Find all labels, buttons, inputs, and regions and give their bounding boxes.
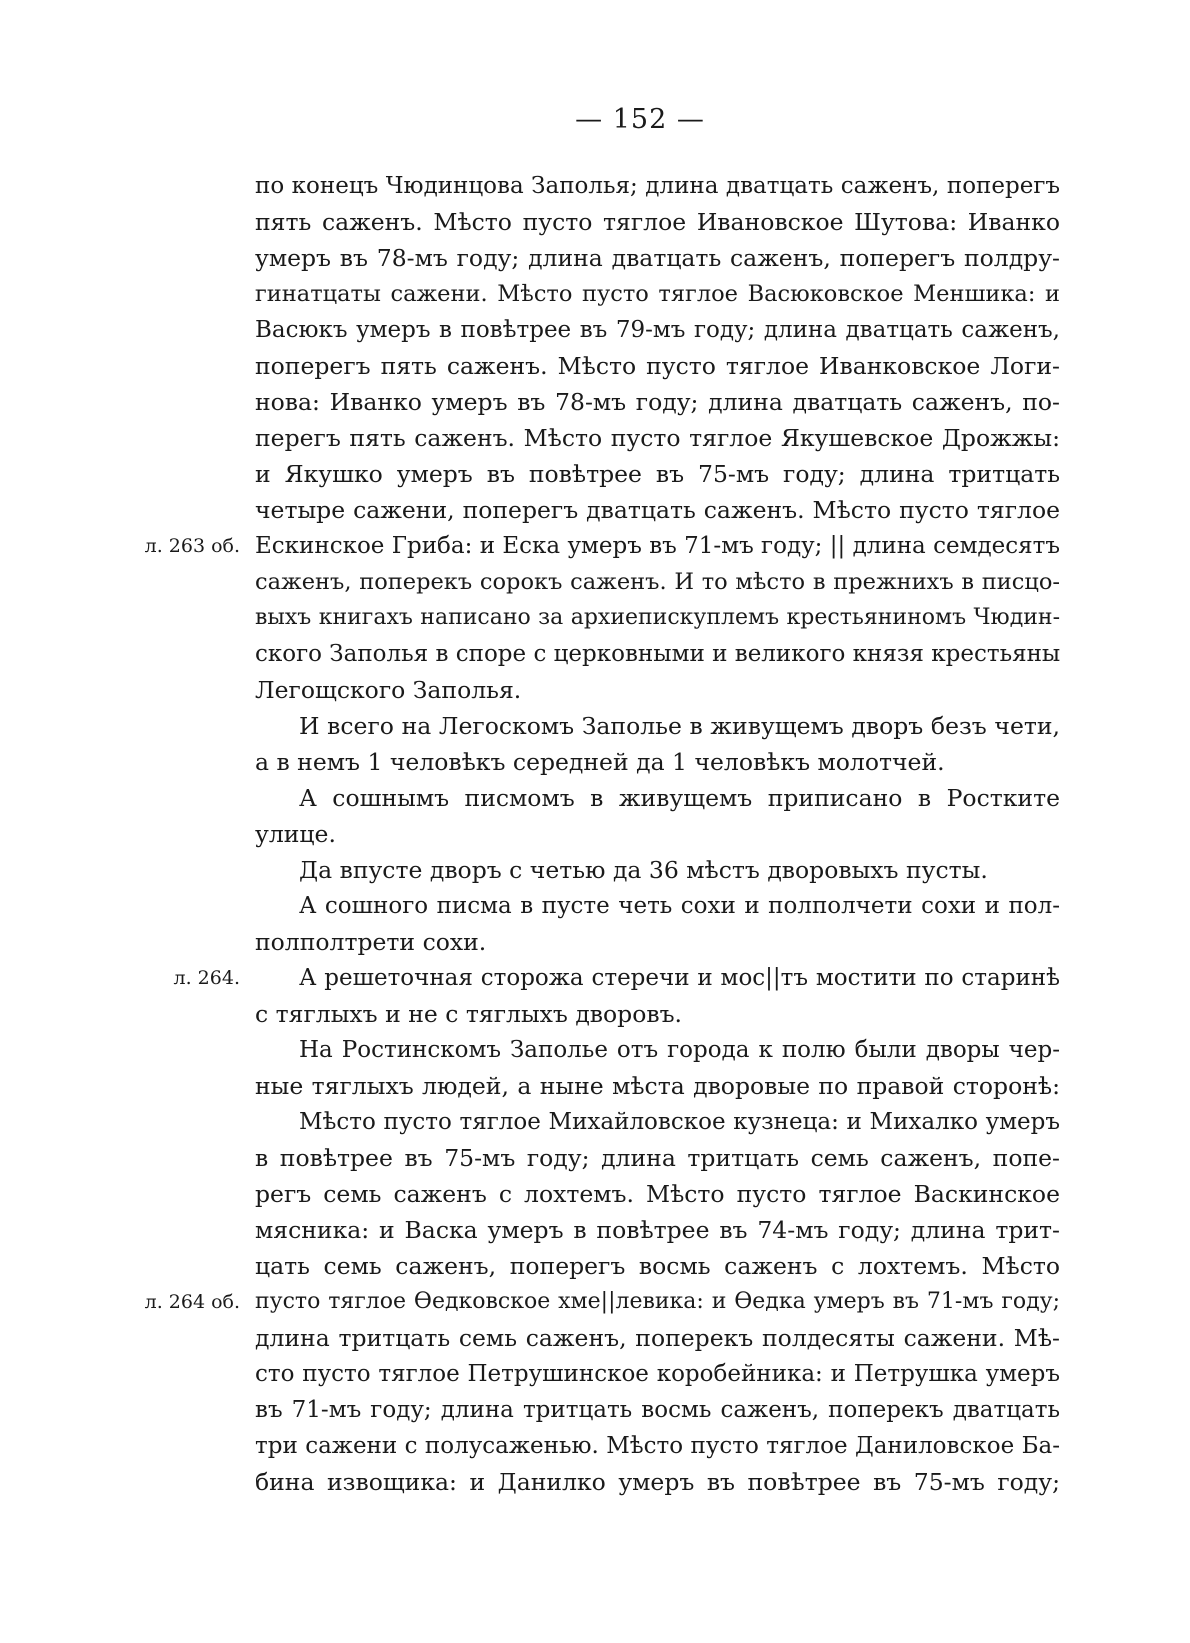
text-line: полполтрети сохи. (255, 928, 487, 956)
text-line: ского Заполья в споре с церковными и великого князя крестьяны (255, 641, 1060, 667)
text-line: мясника: и Васка умеръ в повѣтрее въ 74-мъ году; длина трит- (255, 1216, 1060, 1244)
text-line: пять саженъ. Мѣсто пусто тяглое Ивановское Шутова: Иванко (255, 208, 1060, 236)
text-line: по конецъ Чюдинцова Заполья; длина дватцать саженъ, поперегъ (255, 173, 1060, 199)
text-line: а в немъ 1 человѣкъ середней да 1 человѣкъ молотчей. (255, 748, 945, 776)
text-line: четыре сажени, поперегъ дватцать саженъ. Мѣсто пусто тяглое (255, 496, 1060, 524)
margin-note: л. 264. (173, 967, 240, 989)
text-line: длина тритцать семь саженъ, поперекъ полдесяты сажени. Мѣ- (255, 1324, 1060, 1352)
margin-note: л. 263 об. (144, 535, 240, 557)
text-line: бина извощика: и Данилко умеръ въ повѣтрее въ 75-мъ году; (255, 1468, 1060, 1496)
margin-note: л. 264 об. (144, 1291, 240, 1313)
text-line: И всего на Легоскомъ Заполье в живущемъ дворъ безъ чети, (299, 712, 1060, 740)
page-number: — 152 — (575, 104, 705, 135)
text-line: улице. (255, 820, 336, 848)
text-line: три сажени с полусаженью. Мѣсто пусто тяглое Даниловское Ба- (255, 1433, 1060, 1459)
text-line: А решеточная сторожа стеречи и мос||тъ мостити по старинѣ (299, 965, 1060, 991)
text-line: в повѣтрее въ 75-мъ году; длина тритцать семь саженъ, попе- (255, 1144, 1060, 1172)
text-line: Легощского Заполья. (255, 676, 522, 704)
text-line: саженъ, поперекъ сорокъ саженъ. И то мѣсто в прежнихъ в писцо- (255, 569, 1060, 595)
text-line: и Якушко умеръ въ повѣтрее въ 75-мъ году; длина тритцать (255, 460, 1060, 488)
text-line: А сошного писма в пусте четь сохи и полполчети сохи и пол- (299, 893, 1060, 919)
text-line: сто пусто тяглое Петрушинское коробейника: и Петрушка умеръ (255, 1361, 1060, 1387)
text-line: регъ семь саженъ с лохтемъ. Мѣсто пусто тяглое Васкинское (255, 1180, 1060, 1208)
text-line: Мѣсто пусто тяглое Михайловское кузнеца: и Михалко умеръ (299, 1109, 1060, 1135)
text-line: выхъ книгахъ написано за архиепискуплемъ крестьяниномъ Чюдин- (255, 605, 1060, 630)
text-line: цать семь саженъ, поперегъ восмь саженъ с лохтемъ. Мѣсто (255, 1252, 1060, 1280)
text-line: с тяглыхъ и не с тяглыхъ дворовъ. (255, 1000, 683, 1028)
text-line: А сошнымъ писмомъ в живущемъ приписано в Ростките (299, 784, 1060, 812)
text-line: гинатцаты сажени. Мѣсто пусто тяглое Васюковское Меншика: и (255, 281, 1060, 307)
text-line: поперегъ пять саженъ. Мѣсто пусто тяглое Иванковское Логи- (255, 352, 1060, 380)
text-line: Да впусте дворъ с четью да 36 мѣстъ дворовыхъ пусты. (299, 856, 988, 884)
text-line: въ 71-мъ году; длина тритцать восмь саженъ, поперекъ дватцать (255, 1397, 1060, 1423)
text-line: Васюкъ умеръ в повѣтрее въ 79-мъ году; длина дватцать саженъ, (255, 317, 1060, 343)
text-line: ные тяглыхъ людей, а ныне мѣста дворовые по правой сторонѣ: (255, 1072, 1060, 1100)
text-line: умеръ въ 78-мъ году; длина дватцать саженъ, поперегъ полдру- (255, 244, 1060, 272)
text-line: перегъ пять саженъ. Мѣсто пусто тяглое Якушевское Дрожжы: (255, 424, 1060, 452)
text-line: На Ростинскомъ Заполье отъ города к полю были дворы чер- (299, 1037, 1060, 1063)
text-line: Ескинское Гриба: и Еска умеръ въ 71-мъ году; || длина семдесятъ (255, 533, 1060, 559)
text-line: нова: Иванко умеръ въ 78-мъ году; длина дватцать саженъ, по- (255, 388, 1060, 416)
text-line: пусто тяглое Ѳедковское хме||левика: и Ѳедка умеръ въ 71-мъ году; (255, 1289, 1060, 1314)
